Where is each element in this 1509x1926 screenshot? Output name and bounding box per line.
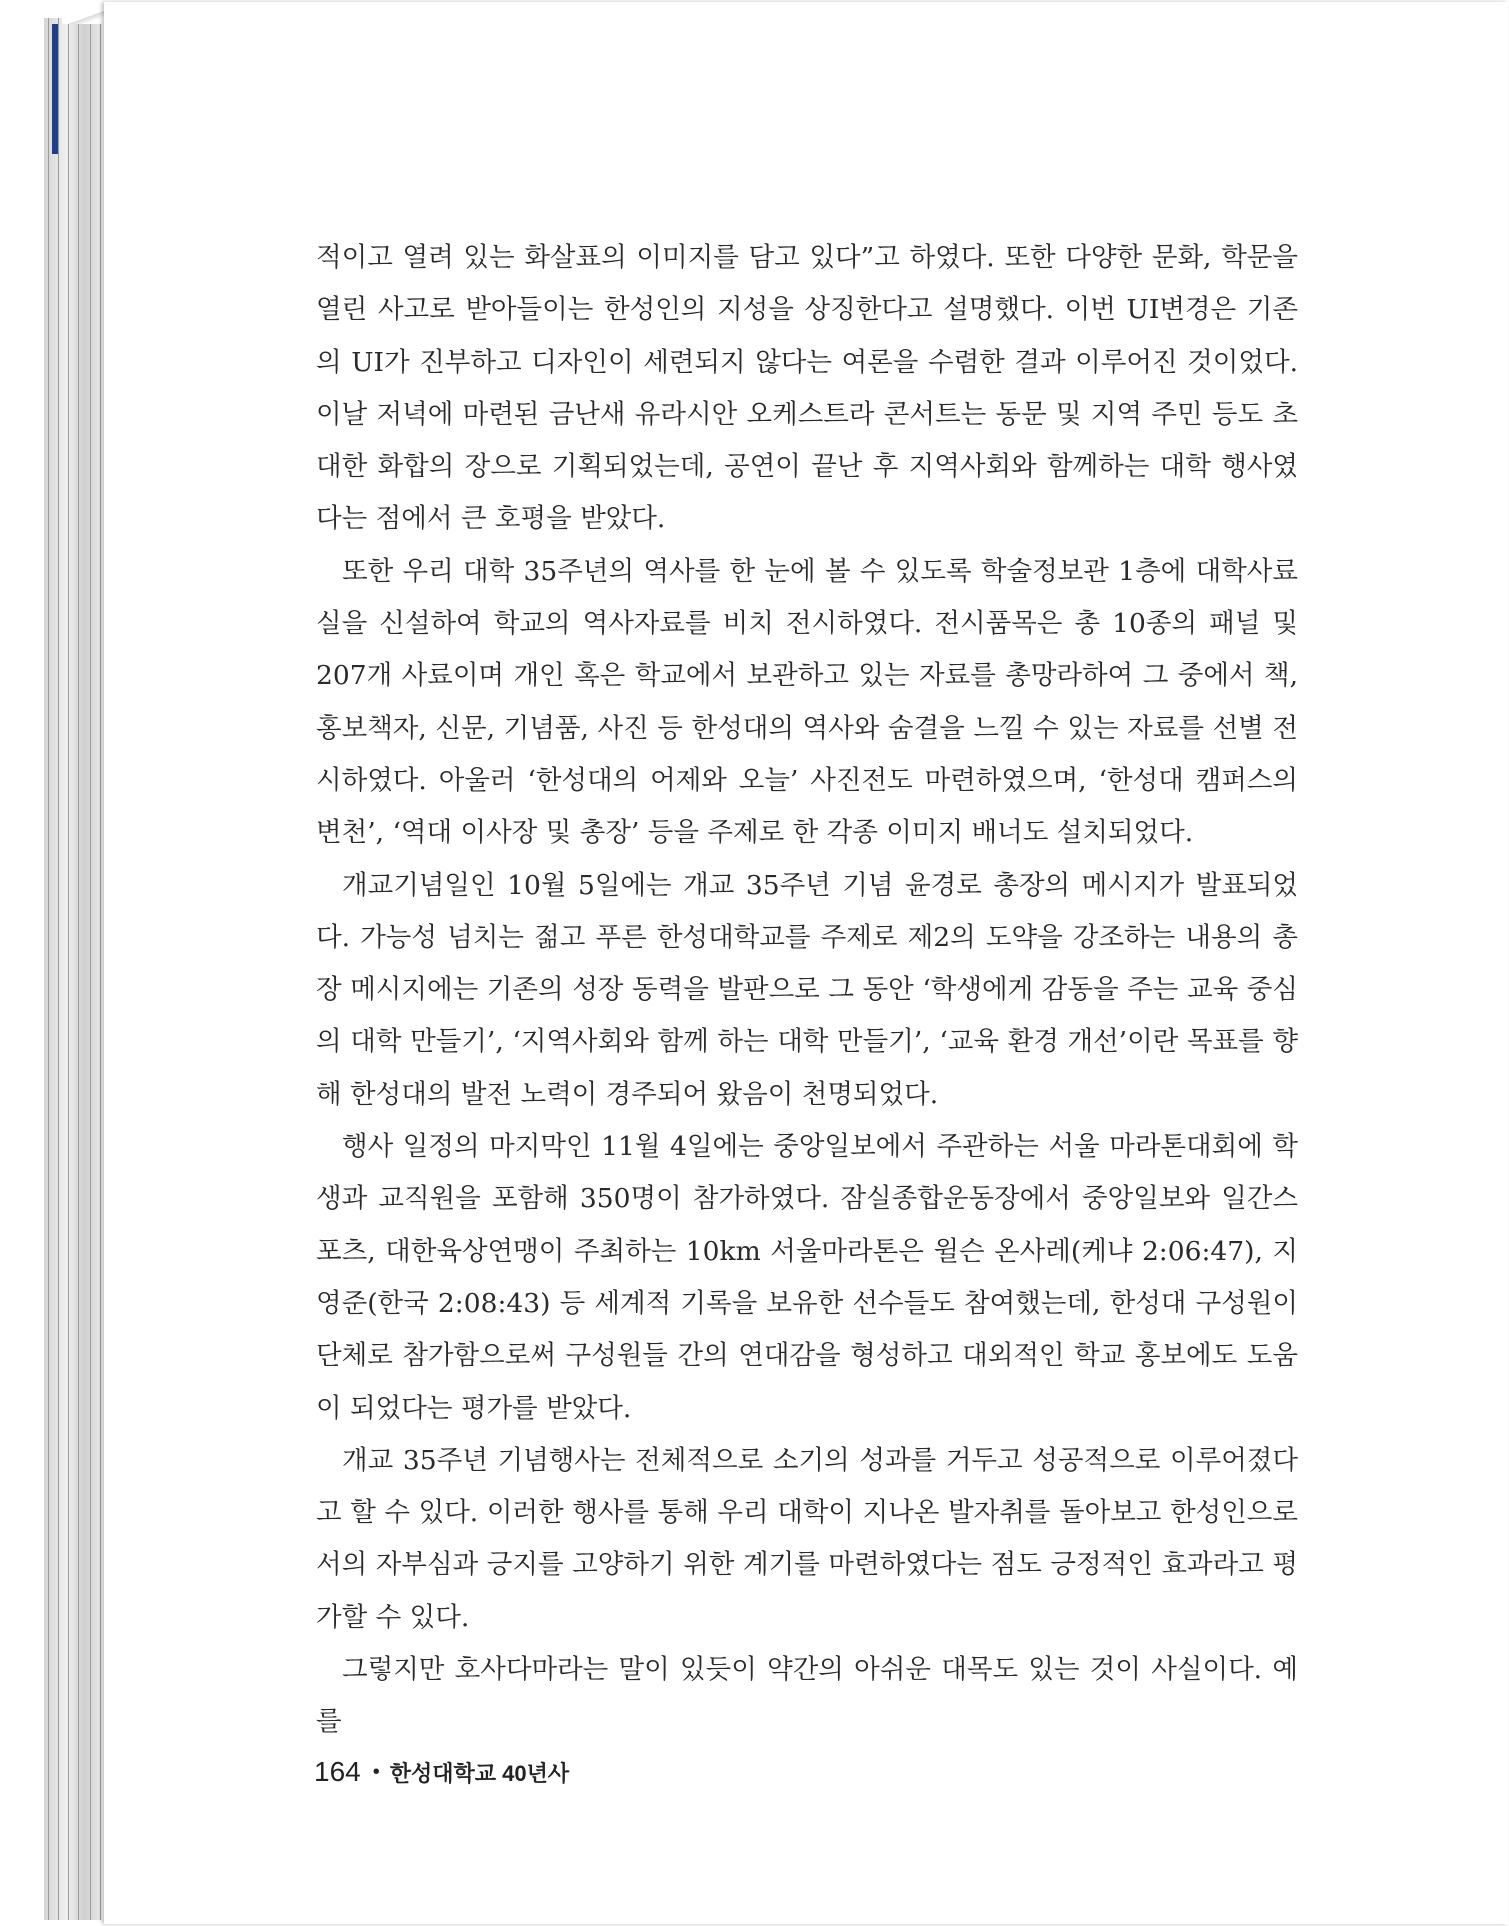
paragraph: 행사 일정의 마지막인 11월 4일에는 중앙일보에서 주관하는 서울 마라톤대회에 학생과 교직원을 포함해 350명이 참가하였다. 잠실종합운동장에서 중앙일보와 일간스포츠, 대한육상연맹이 주최하는 10km 서울마라톤은 윌슨 온사레(케냐 2:06:47), 지영준(한국 2:08:43) 등 세계적 기록을 보유한 선수들도 참여했는데, 한성대 구성원이 단체로 참가함으로써 구성원들 간의 연대감을 형성하고 대외적인 학교 홍보에도 도움이 되었다는 평가를 받았다. [316,1131,1298,1424]
page-edge-line [100,18,101,1920]
page-edge-line [68,18,69,1920]
page-footer [314,1756,569,1788]
book-page-edges [44,18,108,1920]
page-stack [44,18,102,1920]
page-edge-line [90,18,91,1920]
page-edge-line [58,18,59,1920]
page-edge-line [78,18,79,1920]
paragraph: 그렇지만 호사다마라는 말이 있듯이 약간의 아쉬운 대목도 있는 것이 사실이다. 예를 [316,1654,1298,1738]
bullet-icon: • [372,1761,380,1783]
paragraph: 또한 우리 대학 35주년의 역사를 한 눈에 볼 수 있도록 학술정보관 1층에 대학사료실을 신설하여 학교의 역사자료를 비치 전시하였다. 전시품목은 총 10종의 패널 및 207개 사료이며 개인 혹은 학교에서 보관하고 있는 자료를 총망라하여 그 중에서 책, 홍보책자, 신문, 기념품, 사진 등 한성대의 역사와 숨결을 느낄 수 있는 자료를 선별 전시하였다. 아울러 ‘한성대의 어제와 오늘’ 사진전도 마련하였으며, ‘한성대 캠퍼스의 변천’, ‘역대 이사장 및 총장’ 등을 주제로 한 각종 이미지 배너도 설치되었다. [316,555,1298,849]
spine-accent-stripe [52,24,58,154]
page-number: 164 [314,1756,361,1787]
paragraph: 개교 35주년 기념행사는 전체적으로 소기의 성과를 거두고 성공적으로 이루어졌다고 할 수 있다. 이러한 행사를 통해 우리 대학이 지나온 발자취를 돌아보고 한성인으로서의 자부심과 긍지를 고양하기 위한 계기를 마련하였다는 점도 긍정적인 효과라고 평가할 수 있다. [316,1444,1298,1633]
paragraph: 개교기념일인 10월 5일에는 개교 35주년 기념 윤경로 총장의 메시지가 발표되었다. 가능성 넘치는 젊고 푸른 한성대학교를 주제로 제2의 도약을 강조하는 내용의 총장 메시지에는 기존의 성장 동력을 발판으로 그 동안 ‘학생에게 감동을 주는 교육 중심의 대학 만들기’, ‘지역사회와 함께 하는 대학 만들기’, ‘교육 환경 개선’이란 목표를 향해 한성대의 발전 노력이 경주되어 왔음이 천명되었다. [316,869,1298,1110]
paragraph: 적이고 열려 있는 화살표의 이미지를 담고 있다”고 하였다. 또한 다양한 문화, 학문을 열린 사고로 받아들이는 한성인의 지성을 상징한다고 설명했다. 이번 UI변경은 기존의 UI가 진부하고 디자인이 세련되지 않다는 여론을 수렴한 결과 이루어진 것이었다. 이날 저녁에 마련된 금난새 유라시안 오케스트라 콘서트는 동문 및 지역 주민 등도 초대한 화합의 장으로 기획되었는데, 공연이 끝난 후 지역사회와 함께하는 대학 행사였다는 점에서 큰 호평을 받았다. [316,242,1298,535]
page-edge-line [48,18,49,1920]
book-title: 한성대학교 40년사 [389,1761,570,1786]
body-text [316,232,1298,1749]
